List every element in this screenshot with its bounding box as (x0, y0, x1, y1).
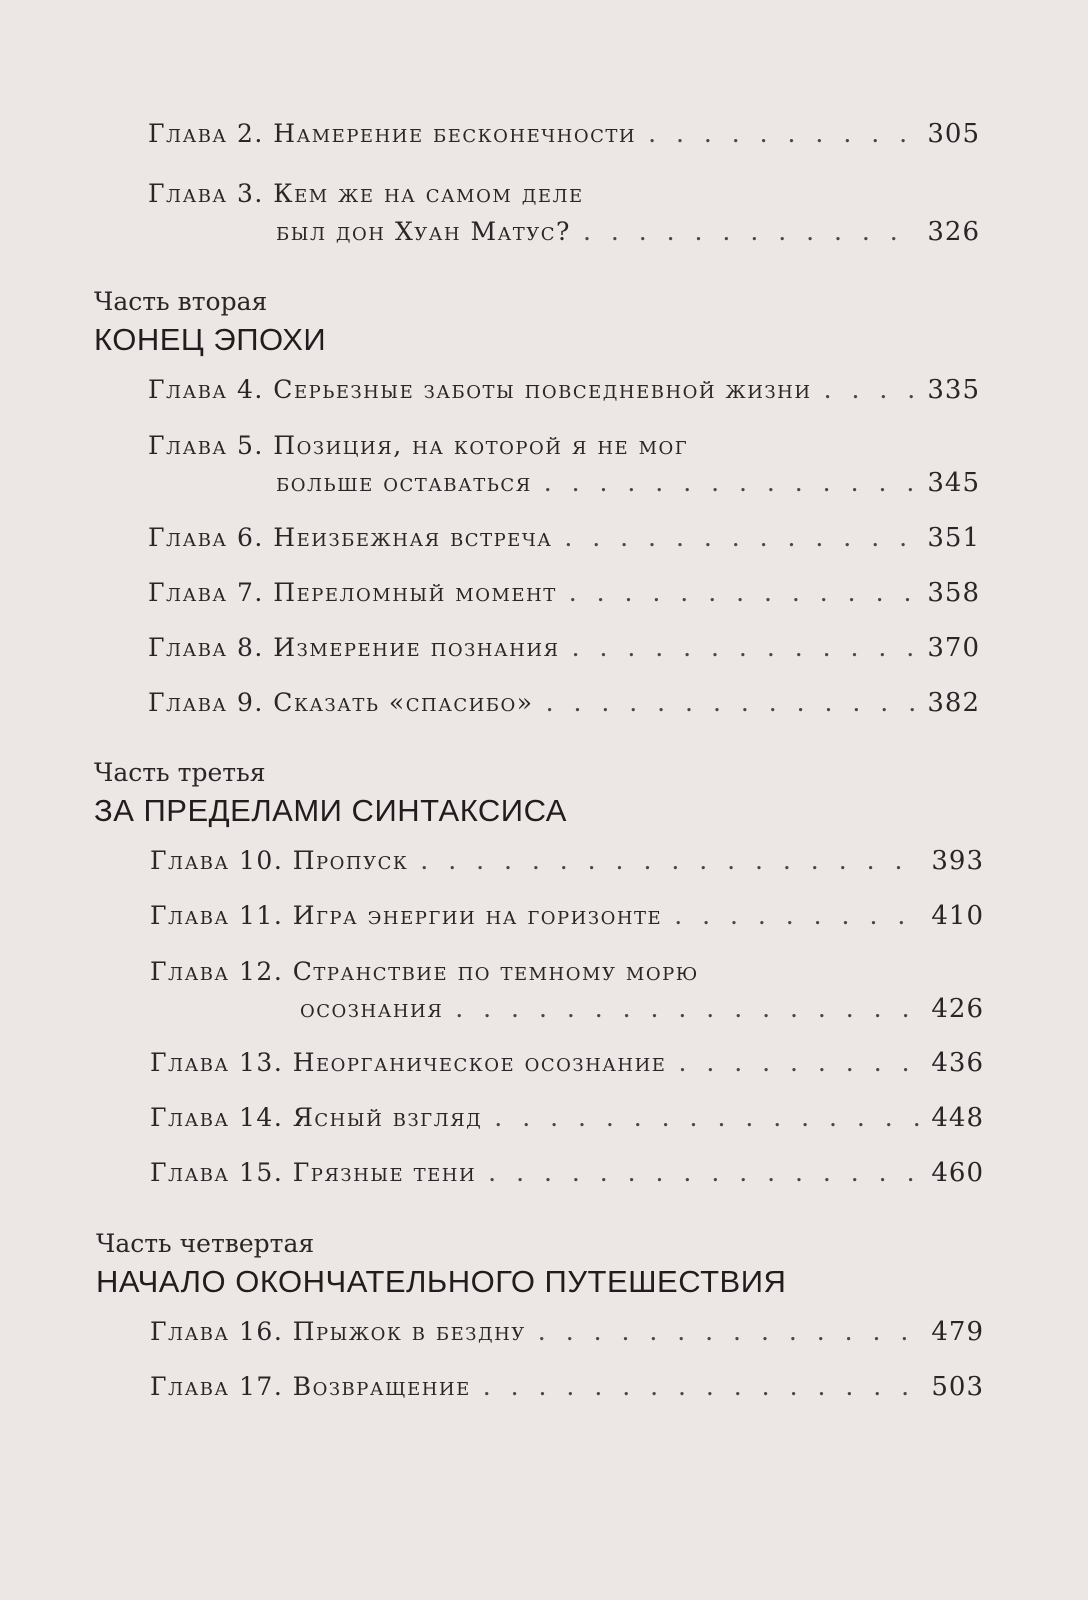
toc-entry-chapter-10 (150, 843, 984, 879)
part-label: Часть четвертая (96, 1229, 315, 1258)
toc-leader-dots (455, 991, 919, 1027)
toc-page-number: 345 (927, 468, 980, 498)
toc-page-number: 460 (931, 1158, 984, 1188)
toc-entry-chapter-2 (148, 116, 980, 152)
toc-leader-dots (824, 372, 916, 408)
toc-leader-dots (494, 1100, 919, 1136)
toc-entry-label: Глава 9. Сказать «спасибо» (148, 688, 534, 717)
toc-page-number: 426 (931, 994, 984, 1024)
toc-page-number: 305 (927, 119, 980, 149)
toc-page-number: 335 (927, 375, 980, 405)
toc-leader-dots (546, 685, 916, 721)
toc-entry-label-line1: Глава 12. Странствие по темному морю (150, 957, 699, 986)
toc-entry-label: Глава 8. Измерение познания (148, 633, 560, 662)
toc-leader-dots (420, 843, 919, 879)
toc-page-number: 393 (931, 846, 984, 876)
toc-page-number: 382 (927, 688, 980, 718)
toc-page-number: 436 (931, 1048, 984, 1078)
toc-entry-label: Глава 11. Игра энергии на горизонте (150, 901, 663, 930)
toc-leader-dots (674, 898, 919, 934)
toc-leader-dots (564, 520, 915, 556)
toc-entry-label: Глава 4. Серьезные заботы повседневной жизни (148, 375, 812, 404)
toc-entry-label: Глава 15. Грязные тени (150, 1158, 477, 1187)
toc-entry-chapter-6 (148, 520, 980, 556)
toc-entry-label-line1: Глава 3. Кем же на самом деле (148, 179, 584, 208)
toc-entry-chapter-14 (150, 1100, 984, 1136)
toc-entry-chapter-12 (150, 954, 984, 1027)
toc-entry-label-line1: Глава 5. Позиция, на которой я не мог (148, 431, 689, 460)
toc-page-number: 326 (927, 217, 980, 247)
toc-entry-chapter-17 (150, 1369, 984, 1405)
toc-leader-dots (569, 575, 916, 611)
toc-entry-label: Глава 13. Неорганическое осознание (150, 1048, 667, 1077)
toc-entry-chapter-11 (150, 898, 984, 934)
toc-entry-label: Глава 16. Прыжок в бездну (150, 1317, 526, 1346)
toc-entry-chapter-9 (148, 685, 980, 721)
toc-entry-label: Глава 7. Переломный момент (148, 578, 557, 607)
toc-page-number: 503 (931, 1372, 984, 1402)
toc-entry-label-line2: больше оставаться (276, 468, 532, 497)
toc-leader-dots (483, 1369, 920, 1405)
toc-leader-dots (488, 1155, 919, 1191)
toc-page-number: 358 (927, 578, 980, 608)
part-label: Часть вторая (94, 287, 268, 316)
toc-entry-label: Глава 17. Возвращение (150, 1372, 471, 1401)
part-title: НАЧАЛО ОКОНЧАТЕЛЬНОГО ПУТЕШЕСТВИЯ (96, 1264, 787, 1299)
toc-page-number: 351 (927, 523, 980, 553)
part-title: ЗА ПРЕДЕЛАМИ СИНТАКСИСА (94, 793, 567, 828)
toc-leader-dots (648, 116, 915, 152)
toc-entry-chapter-16 (150, 1314, 984, 1350)
toc-leader-dots (572, 630, 916, 666)
toc-page-number: 448 (931, 1103, 984, 1133)
toc-leader-dots (583, 214, 915, 250)
toc-page-number: 370 (927, 633, 980, 663)
toc-page-number: 410 (931, 901, 984, 931)
toc-entry-chapter-13 (150, 1045, 984, 1081)
toc-leader-dots (678, 1045, 919, 1081)
toc-entry-chapter-15 (150, 1155, 984, 1191)
toc-entry-label: Глава 10. Пропуск (150, 846, 409, 875)
toc-leader-dots (538, 1314, 920, 1350)
part-title: КОНЕЦ ЭПОХИ (94, 322, 327, 357)
toc-entry-chapter-4 (148, 372, 980, 408)
toc-entry-chapter-7 (148, 575, 980, 611)
toc-entry-chapter-3 (148, 176, 980, 250)
part-label: Часть третья (94, 758, 266, 787)
toc-entry-chapter-5 (148, 428, 980, 501)
toc-entry-label: Глава 6. Неизбежная встреча (148, 523, 553, 552)
toc-entry-label: Глава 2. Намерение бесконечности (148, 119, 637, 148)
toc-page-number: 479 (931, 1317, 984, 1347)
toc-entry-label-line2: был дон Хуан Матус? (276, 217, 571, 246)
toc-entry-chapter-8 (148, 630, 980, 666)
toc-entry-label-line2: осознания (300, 994, 444, 1023)
toc-leader-dots (544, 465, 916, 501)
toc-entry-label: Глава 14. Ясный взгляд (150, 1103, 483, 1132)
